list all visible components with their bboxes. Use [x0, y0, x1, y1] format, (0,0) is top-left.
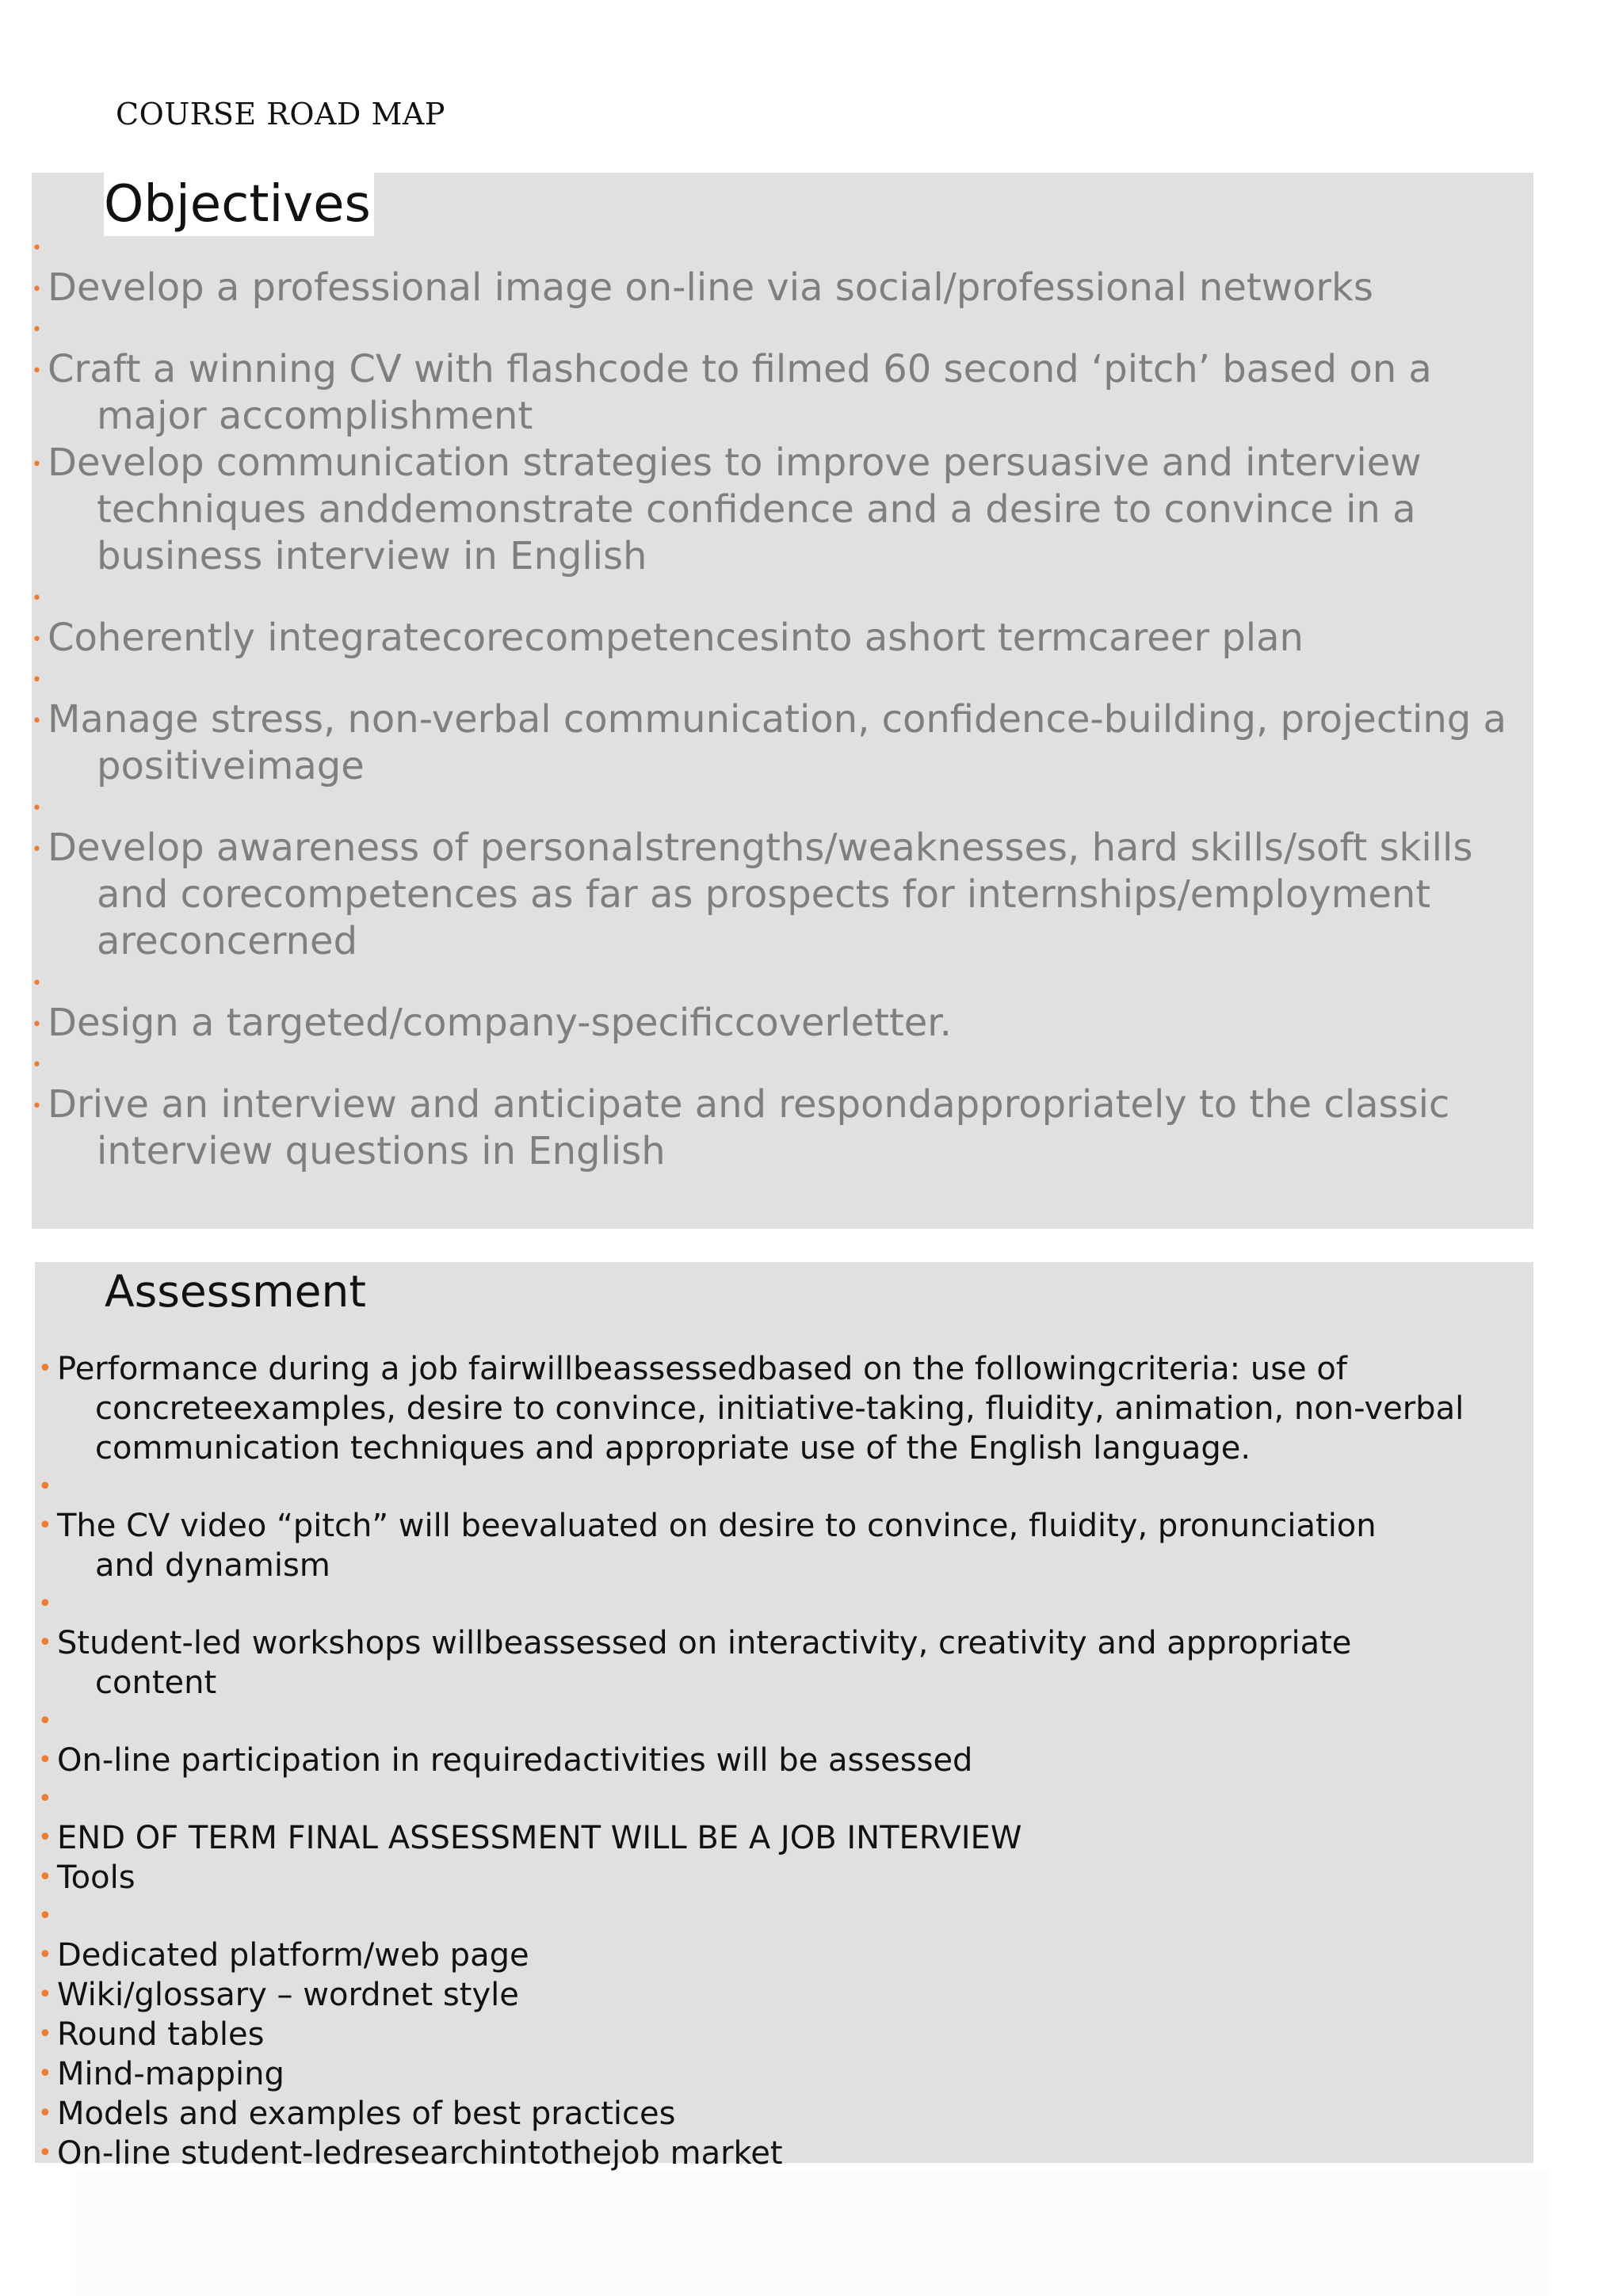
objective-item-text: areconcerned: [97, 919, 358, 963]
bullet-icon: •: [38, 1746, 52, 1774]
bullet-icon: •: [32, 361, 42, 381]
assessment-list-item: [36, 1703, 1534, 1741]
objective-item-text: positiveimage: [97, 744, 365, 788]
bullet-icon: •: [38, 1785, 52, 1813]
assessment-list-item: [36, 2134, 1534, 2173]
objective-item-text: Craft a winning CV with flashcode to filmed 60 second ‘pitch’ based on a: [48, 347, 1432, 391]
assessment-list-item: [36, 1623, 1534, 1703]
assessment-item-text: communication techniques and appropriate use of the English language.: [95, 1430, 1251, 1466]
bullet-icon: •: [32, 1097, 42, 1116]
objective-list-item: [32, 580, 1537, 615]
assessment-item-text: The CV video “pitch” will beevaluated on desire to convince, fluidity, pronunciation: [57, 1508, 1377, 1544]
assessment-list-item: [36, 1585, 1534, 1623]
bullet-icon: •: [32, 280, 42, 299]
assessment-heading: Assessment: [105, 1266, 366, 1317]
objective-item-text: Develop communication strategies to improve persuasive and interview: [48, 441, 1422, 485]
bullet-icon: •: [38, 1590, 52, 1618]
objective-list-item: [32, 696, 1537, 790]
bullet-icon: •: [32, 670, 42, 690]
bullet-icon: •: [32, 238, 42, 258]
assessment-list-item: [36, 1818, 1534, 1858]
objective-item-text: major accomplishment: [97, 394, 533, 438]
objective-item-text: Coherently integratecorecompetencesinto ashort termcareer plan: [48, 616, 1304, 660]
bullet-icon: •: [32, 711, 42, 731]
assessment-item-text: Models and examples of best practices: [57, 2096, 676, 2132]
objective-list-item: [32, 825, 1537, 965]
assessment-item-text: concreteexamples, desire to convince, initiative-taking, fluidity, animation, non-verbal: [95, 1390, 1465, 1427]
bullet-icon: •: [38, 1981, 52, 2008]
objective-item-text: Develop awareness of personalstrengths/weaknesses, hard skills/soft skills: [48, 826, 1473, 870]
bullet-icon: •: [38, 1512, 52, 1539]
objective-list-item: [32, 1000, 1537, 1047]
assessment-item-text: Dedicated platform/web page: [57, 1937, 529, 1974]
bullet-icon: •: [32, 320, 42, 340]
assessment-list-item: [36, 1975, 1534, 2015]
bullet-icon: •: [38, 1355, 52, 1383]
assessment-item-text: Student-led workshops willbeassessed on interactivity, creativity and appropriate: [57, 1625, 1352, 1661]
assessment-list-item: [36, 2015, 1534, 2054]
bullet-icon: •: [38, 1824, 52, 1852]
assessment-list-item: [36, 2094, 1534, 2134]
bullet-icon: •: [38, 2060, 52, 2088]
bullet-icon: •: [38, 2139, 52, 2167]
bullet-icon: •: [38, 2100, 52, 2127]
objective-item-text: Design a targeted/company-specificcoverletter.: [48, 1001, 952, 1045]
bullet-icon: •: [38, 1473, 52, 1501]
page-footer-band: [75, 2171, 1549, 2296]
objective-list-item: [32, 230, 1537, 265]
assessment-item-text: Performance during a job fairwillbeassessedbased on the followingcriteria: use of: [57, 1351, 1347, 1387]
bullet-icon: •: [38, 1707, 52, 1735]
objective-list-item: [32, 615, 1537, 662]
objective-item-text: and corecompetences as far as prospects for internships/employment: [97, 872, 1431, 917]
objective-item-text: interview questions in English: [97, 1129, 666, 1173]
assessment-item-text: On-line participation in requiredactivities will be assessed: [57, 1742, 973, 1779]
objective-list-item: [32, 1081, 1537, 1175]
objective-item-text: techniques anddemonstrate confidence and a desire to convince in a: [97, 487, 1416, 532]
objective-list-item: [32, 311, 1537, 346]
assessment-list-item: [36, 1349, 1534, 1468]
assessment-list-item: [36, 1897, 1534, 1936]
bullet-icon: •: [32, 840, 42, 860]
assessment-item-text: END OF TERM FINAL ASSESSMENT WILL BE A JOB INTERVIEW: [57, 1820, 1022, 1856]
objective-list-item: [32, 440, 1537, 580]
assessment-item-text: On-line student-ledresearchintothejob market: [57, 2135, 783, 2172]
objective-list-item: [32, 346, 1537, 440]
objectives-heading: Objectives: [104, 173, 374, 236]
bullet-icon: •: [32, 974, 42, 994]
assessment-list: [36, 1349, 1534, 2173]
objective-item-text: Drive an interview and anticipate and respondappropriately to the classic: [48, 1082, 1450, 1127]
bullet-icon: •: [38, 2020, 52, 2048]
bullet-icon: •: [32, 589, 42, 608]
assessment-list-item: [36, 1741, 1534, 1780]
assessment-list-item: [36, 1506, 1534, 1585]
objective-list-item: [32, 662, 1537, 696]
assessment-list-item: [36, 2054, 1534, 2094]
bullet-icon: •: [32, 1055, 42, 1075]
objective-list-item: [32, 965, 1537, 1000]
bullet-icon: •: [38, 1941, 52, 1969]
assessment-list-item: [36, 1858, 1534, 1897]
bullet-icon: •: [32, 630, 42, 650]
bullet-icon: •: [38, 1629, 52, 1657]
objective-list-item: [32, 790, 1537, 825]
bullet-icon: •: [32, 799, 42, 818]
bullet-icon: •: [38, 1863, 52, 1891]
objective-list-item: [32, 265, 1537, 311]
assessment-item-text: Mind-mapping: [57, 2056, 285, 2092]
assessment-item-text: Tools: [57, 1859, 136, 1896]
assessment-item-text: Round tables: [57, 2016, 265, 2053]
objectives-list: [32, 230, 1537, 1175]
document-title: COURSE ROAD MAP: [116, 97, 445, 132]
bullet-icon: •: [32, 1015, 42, 1035]
assessment-item-text: Wiki/glossary – wordnet style: [57, 1977, 519, 2013]
assessment-list-item: [36, 1780, 1534, 1818]
bullet-icon: •: [38, 1902, 52, 1930]
assessment-list-item: [36, 1936, 1534, 1975]
bullet-icon: •: [32, 455, 42, 475]
assessment-list-item: [36, 1468, 1534, 1506]
objective-item-text: Develop a professional image on-line via social/professional networks: [48, 265, 1373, 310]
objective-item-text: Manage stress, non-verbal communication, confidence-building, projecting a: [48, 697, 1507, 742]
assessment-item-text: and dynamism: [95, 1547, 330, 1584]
assessment-item-text: content: [95, 1665, 217, 1701]
objective-list-item: [32, 1047, 1537, 1081]
objective-item-text: business interview in English: [97, 534, 647, 578]
